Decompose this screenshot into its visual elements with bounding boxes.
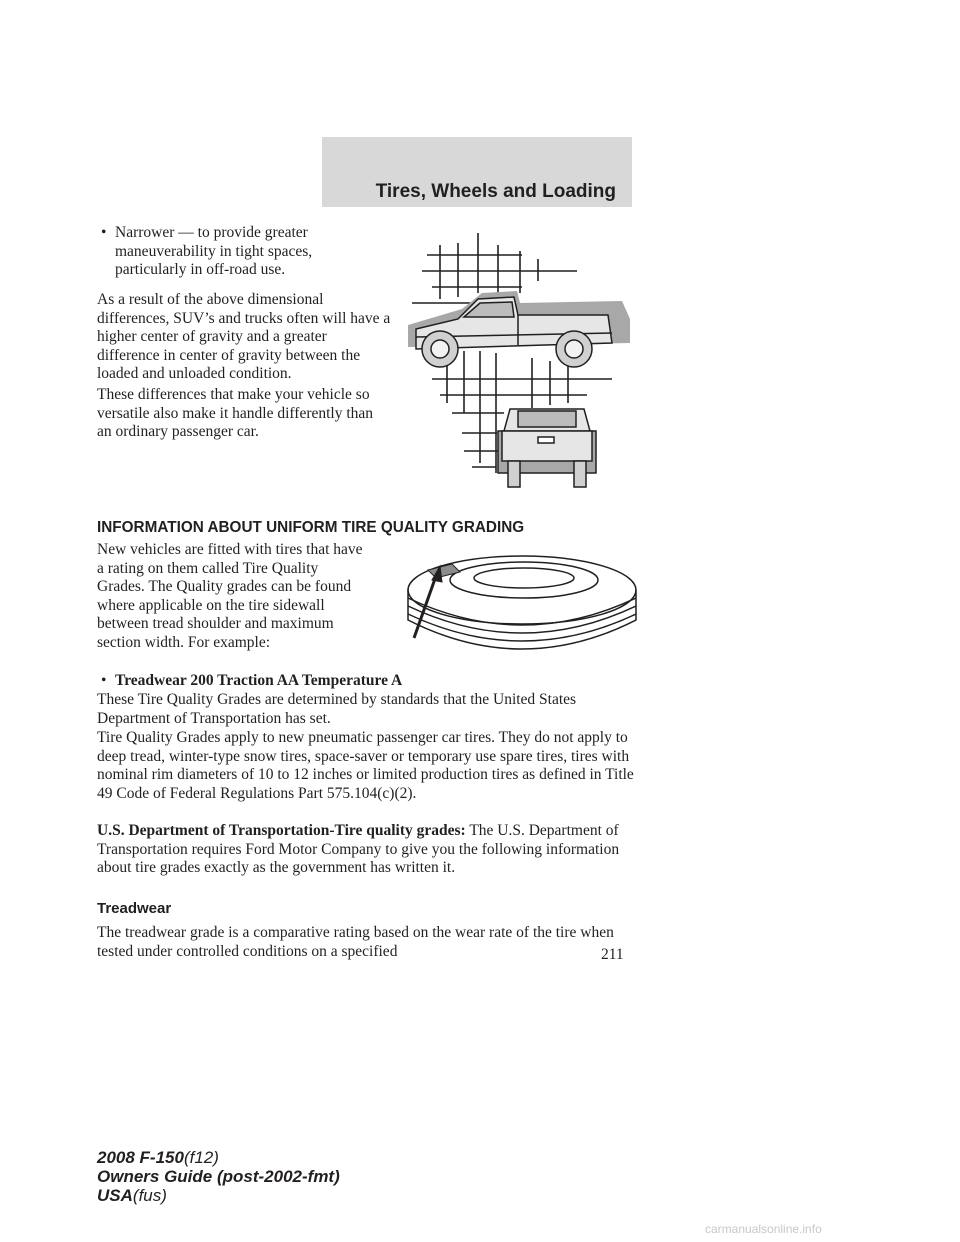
bullet-dot: • xyxy=(101,672,107,689)
page-number: 211 xyxy=(601,946,624,963)
dot-grades-label: U.S. Department of Transportation-Tire quality grades: xyxy=(97,822,466,839)
watermark: carmanualsonline.info xyxy=(705,1222,822,1236)
dot-grades-text: The U.S. Department of Transportation requires Ford Motor Company to give you the following information about tire grades exactly as the government has written it. xyxy=(97,822,620,877)
paragraph-fitted: New vehicles are fitted with tires that have a rating on them called Tire Quality Grades. The Quality grades can be found where applicable on the tire sidewall between tread shoulder and maximum section width. For example: xyxy=(97,541,363,651)
bullet-example xyxy=(101,672,641,691)
footer-line-market xyxy=(97,1186,340,1205)
paragraph-differences: These differences that make your vehicle so versatile also make it handle differently than an ordinary passenger car. xyxy=(97,386,374,441)
bullet-narrower xyxy=(101,224,373,280)
bullet-narrower-text: Narrower — to provide greater maneuverability in tight spaces, particularly in off-road use. xyxy=(115,224,313,279)
paragraph-dimensional: As a result of the above dimensional differences, SUV’s and trucks often will have a higher center of gravity and a greater difference in center of gravity between the loaded and unloaded condition. xyxy=(97,291,391,383)
footer-guide: Owners Guide (post-2002-fmt) xyxy=(97,1167,340,1186)
treadwear-heading: Treadwear xyxy=(97,900,172,917)
footer-edition xyxy=(97,1148,340,1205)
bullet-dot: • xyxy=(101,224,107,241)
footer-line-model xyxy=(97,1148,340,1167)
truck-rear-view xyxy=(498,409,596,487)
paragraph-dot-grades xyxy=(97,822,637,878)
footer-market-code: (fus) xyxy=(132,1186,167,1205)
paragraph-determined: These Tire Quality Grades are determined by standards that the United States Department of Transportation has set. xyxy=(97,691,577,727)
footer-market: USA xyxy=(97,1186,133,1205)
tire-illustration xyxy=(402,548,642,654)
footer-model-code: (f12) xyxy=(183,1148,219,1167)
bullet-example-text: Treadwear 200 Traction AA Temperature A xyxy=(115,672,403,689)
footer-model: 2008 F-150 xyxy=(97,1148,184,1167)
header-bar xyxy=(322,137,632,207)
paragraph-treadwear: The treadwear grade is a comparative rating based on the wear rate of the tire when tested under controlled conditions on a specified xyxy=(97,924,614,960)
truck-dimensions-illustration xyxy=(402,233,632,493)
section-title: Tires, Wheels and Loading xyxy=(375,181,616,202)
utqg-heading: INFORMATION ABOUT UNIFORM TIRE QUALITY GRADING xyxy=(97,519,525,536)
paragraph-apply: Tire Quality Grades apply to new pneumatic passenger car tires. They do not apply to deep tread, winter-type snow tires, space-saver or temporary use spare tires, tires with nominal rim diameters of 10 to 12 inches or limited production tires as defined in Title 49 Code of Federal Regulations Part 575.104(c)(2). xyxy=(97,729,634,802)
